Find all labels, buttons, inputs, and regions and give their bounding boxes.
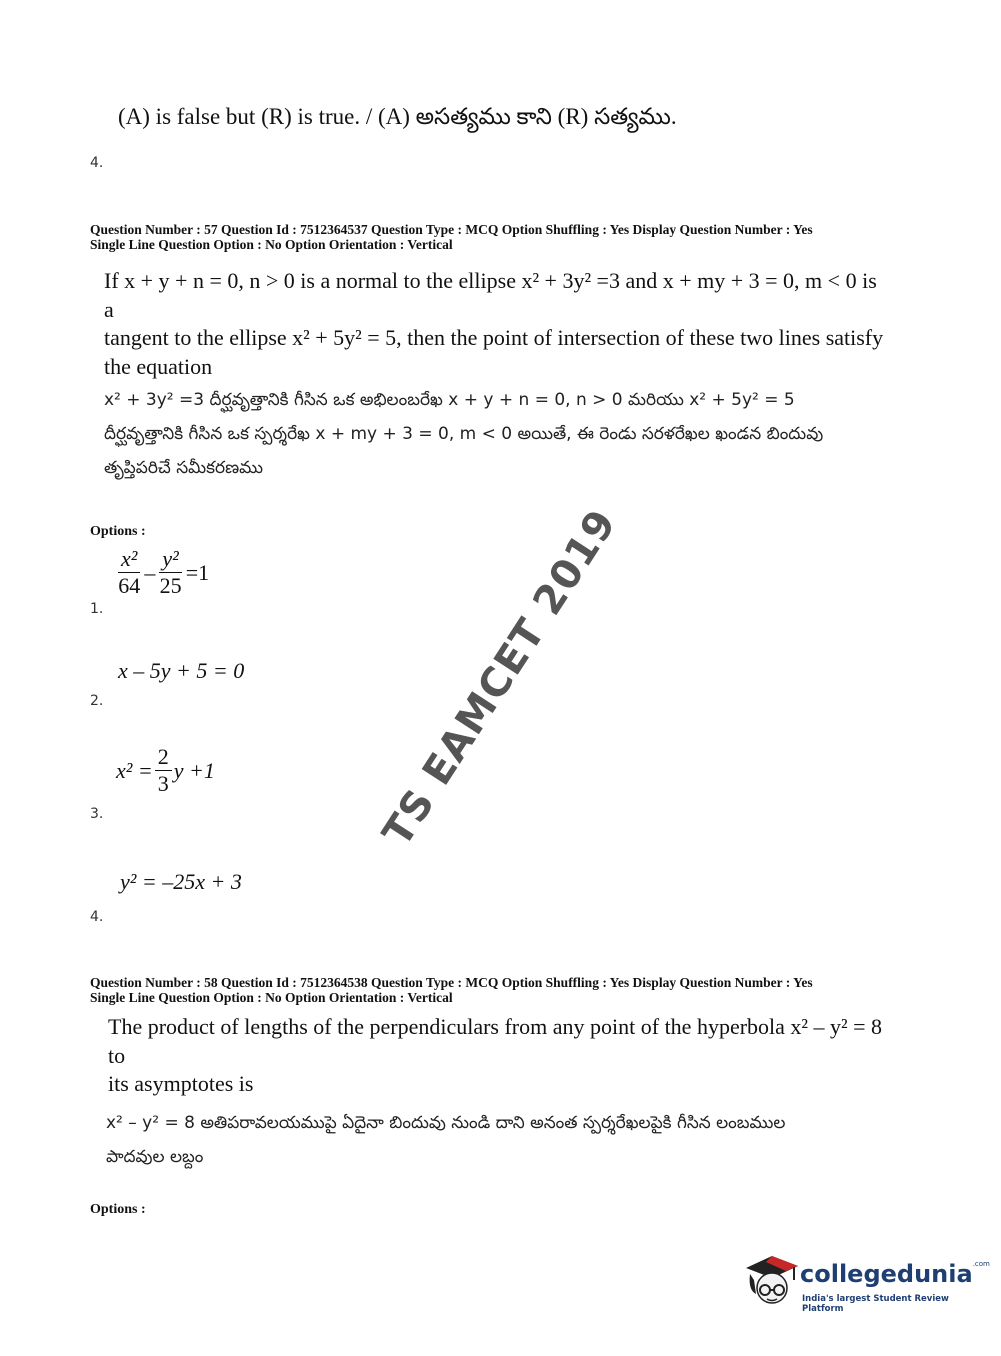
fraction-numerator: y² — [159, 546, 181, 573]
q58-meta-line1: Question Number : 58 Question Id : 7512364538 Question Type : MCQ Option Shuffling : Yes Display Question Number : Yes — [90, 975, 813, 990]
q57-option-1-expr[interactable] — [116, 546, 209, 599]
q57-telugu-line1: x² + 3y² =3 దీర్ఘవృత్తానికి గీసిన ఒక అభిలంబరేఖ x + y + n = 0, n > 0 మరియు x² + 5y² = 5 — [104, 390, 795, 410]
option-3-lhs: x² = — [116, 757, 153, 783]
watermark: TS EAMCET 2019 — [374, 501, 626, 855]
q58-meta-line2: Single Line Question Option : No Option Orientation : Vertical — [90, 990, 453, 1005]
collegedunia-logo[interactable] — [742, 1250, 990, 1320]
fraction-numerator: 2 — [155, 744, 172, 771]
fraction-denominator: 25 — [159, 573, 182, 598]
equals-one: =1 — [185, 559, 210, 585]
logo-wordmark — [800, 1260, 990, 1288]
fraction-numerator: x² — [118, 546, 140, 573]
option-3-rhs: y +1 — [173, 757, 215, 783]
fraction-y2-25 — [159, 546, 181, 599]
q57-option-3-expr[interactable] — [116, 744, 215, 797]
q57-option-4-number: 4. — [90, 909, 104, 925]
q58-telugu-line2: పాదవుల లబ్దం — [106, 1147, 204, 1167]
fraction-2-3 — [155, 744, 172, 797]
fraction-denominator: 3 — [157, 771, 169, 796]
student-mascot-icon — [742, 1250, 802, 1312]
q57-question-telugu — [104, 383, 894, 485]
prev-option-text: (A) is false but (R) is true. / (A) అసత్యము కాని (R) సత్యము. — [118, 104, 677, 129]
q57-meta-line1: Question Number : 57 Question Id : 7512364537 Question Type : MCQ Option Shuffling : Yes Display Question Number : Yes — [90, 222, 813, 237]
q58-question-telugu — [106, 1106, 896, 1174]
q57-question-english — [104, 267, 884, 381]
q57-option-3-number: 3. — [90, 806, 104, 822]
logo-suffix: .com — [972, 1260, 990, 1268]
q57-options-label: Options : — [90, 524, 146, 539]
logo-name: collegedunia — [800, 1260, 973, 1288]
q57-meta-line2: Single Line Question Option : No Option Orientation : Vertical — [90, 237, 453, 252]
q57-english-line3: the equation — [104, 353, 213, 379]
q58-telugu-line1: x² – y² = 8 అతిపరావలయముపై ఏదైనా బిందువు నుండి దాని అనంత స్పర్శరేఖలపైకి గీసిన లంబముల — [106, 1113, 786, 1133]
prev-option-number: 4. — [90, 155, 104, 171]
minus-sign: – — [144, 559, 156, 585]
q57-telugu-line2: దీర్ఘవృత్తానికి గీసిన ఒక స్పర్శరేఖ x + my + 3 = 0, m < 0 అయితే, ఈ రెండు సరళరేఖల ఖండన బిందువు — [104, 424, 824, 444]
fraction-x2-64 — [118, 546, 140, 599]
q58-question-english — [108, 1013, 888, 1099]
q57-option-4-expr[interactable]: y² = –25x + 3 — [120, 869, 242, 894]
q58-options-label: Options : — [90, 1202, 146, 1217]
q57-option-2-number: 2. — [90, 693, 104, 709]
q57-telugu-line3: తృప్తిపరిచే సమీకరణము — [104, 458, 264, 478]
q57-option-2-expr[interactable]: x – 5y + 5 = 0 — [118, 658, 245, 683]
fraction-denominator: 64 — [118, 573, 141, 598]
q58-english-line2: its asymptotes is — [108, 1071, 254, 1097]
q57-option-1-number: 1. — [90, 601, 104, 617]
q57-english-line1: If x + y + n = 0, n > 0 is a normal to the ellipse x² + 3y² =3 and x + my + 3 = 0, m < 0 is a — [104, 268, 877, 322]
q58-english-line1: The product of lengths of the perpendiculars from any point of the hyperbola x² – y² = 8 to — [108, 1014, 883, 1068]
logo-tagline: India's largest Student Review Platform — [802, 1294, 949, 1314]
q57-english-line2: tangent to the ellipse x² + 5y² = 5, then the point of intersection of these two lines satisfy — [104, 325, 884, 351]
